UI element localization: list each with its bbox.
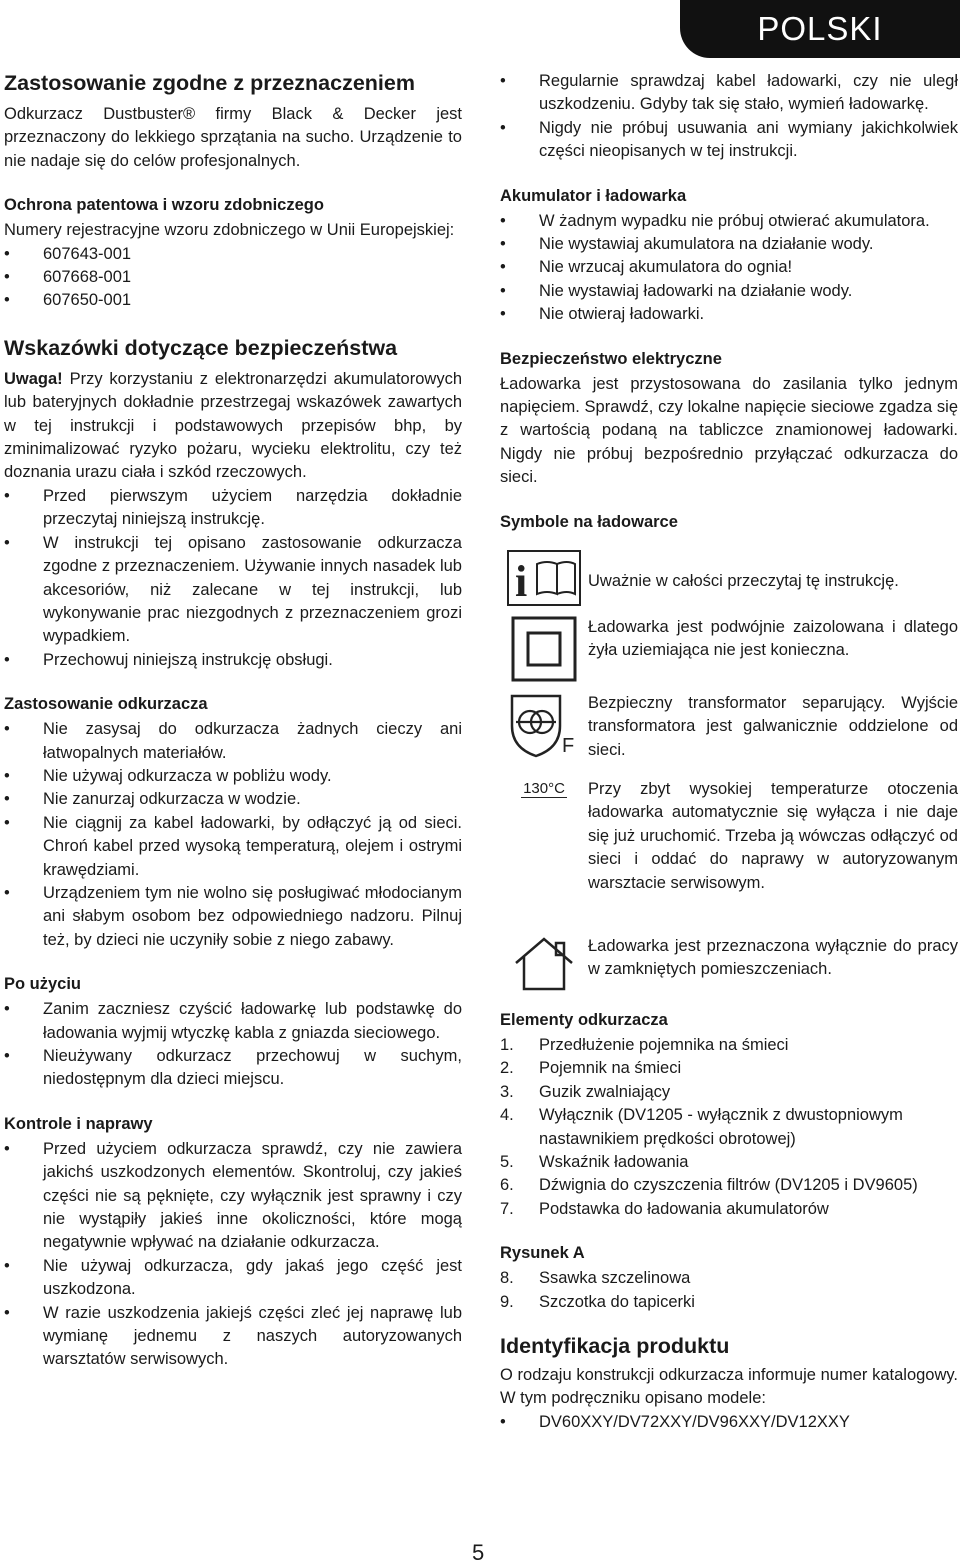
patent-heading: Ochrona patentowa i wzoru zdobniczego bbox=[4, 196, 324, 215]
list-item: • Nie wystawiaj ładowarki na działanie wody. bbox=[500, 280, 958, 303]
warning-text: Przy korzystaniu z elektronarzędzi akumulatorowych lub bateryjnych dokładnie przestrzegaj wskazówek zawartych w tej instrukcji i podstawowych przepisów bhp, by zminimalizować ryzyko pożaru, wycieku elektrolitu, czy też doznania urazu ciała i szkód rzeczowych. bbox=[4, 369, 462, 482]
symbol-transformer-text: Bezpieczny transformator separujący. Wyjście transformatora jest galwanicznie oddzielone od sieci. bbox=[588, 693, 958, 759]
list-item: 2. Pojemnik na śmieci bbox=[500, 1059, 682, 1078]
inspection-list bbox=[4, 1138, 462, 1372]
list-item: • 607668-001 bbox=[4, 266, 462, 289]
list-item: • Nieużywany odkurzacz przechowuj w suchym, niedostępnym dla dzieci miejscu. bbox=[4, 1045, 462, 1092]
double-insulation-icon bbox=[500, 616, 588, 682]
symbols-heading: Symbole na ładowarce bbox=[500, 512, 678, 531]
list-item: • W instrukcji tej opisano zastosowanie odkurzacza zgodne z przeznaczeniem. Używanie innych nasadek lub akcesoriów, niż zalecane w tej instrukcji, lub wykonywanie prac niezgodnych z przeznaczeniem grozi wypadkiem. bbox=[4, 532, 462, 649]
safety-transformer-icon bbox=[500, 692, 588, 760]
temp-label: 130°C bbox=[523, 779, 565, 797]
manual-book-icon bbox=[500, 550, 588, 606]
intended-use-heading: Zastosowanie zgodne z przeznaczeniem bbox=[4, 71, 415, 95]
battery-heading: Akumulator i ładowarka bbox=[500, 186, 687, 205]
warning-label: Uwaga! bbox=[4, 369, 63, 388]
language-tab bbox=[680, 0, 960, 58]
list-item: • W razie uszkodzenia jakiejś części zleć jej naprawę lub wymianę jednemu z naszych autoryzowanych warsztatów serwisowych. bbox=[4, 1302, 462, 1372]
list-item: • Nie używaj odkurzacza w pobliżu wody. bbox=[4, 765, 462, 788]
list-item: • DV60XXY/DV72XXY/DV96XXY/DV12XXY bbox=[500, 1411, 958, 1434]
models-list bbox=[500, 1411, 958, 1434]
svg-text:i: i bbox=[515, 556, 528, 606]
identification-text: O rodzaju konstrukcji odkurzacza informuje numer katalogowy. W tym podręczniku opisano modele: bbox=[500, 1366, 958, 1408]
indoor-house-icon bbox=[500, 935, 588, 993]
electrical-text: Ładowarka jest przystosowana do zasilania tylko jednym napięciem. Sprawdź, czy lokalne napięcie sieciowe zgadza się z wartością podaną na tabliczce znamionowej ładowarki. Nigdy nie próbuj bezpośrednio przyłączać odkurzacza do sieci. bbox=[500, 374, 958, 487]
identification-heading: Identyfikacja produktu bbox=[500, 1334, 730, 1358]
intended-use-text: Odkurzacz Dustbuster® firmy Black & Decker jest przeznaczony do lekkiego sprzątania na sucho. Urządzenie to nie nadaje się do celów profesjonalnych. bbox=[4, 105, 462, 170]
after-use-heading: Po użyciu bbox=[4, 975, 82, 994]
thermal-cutoff-icon bbox=[500, 778, 588, 798]
list-item: • Nie zanurzaj odkurzacza w wodzie. bbox=[4, 788, 462, 811]
right-column bbox=[500, 70, 958, 1434]
patent-text: Numery rejestracyjne wzoru zdobniczego w Unii Europejskiej: bbox=[4, 221, 455, 240]
list-item: 6. Dźwignia do czyszczenia filtrów (DV1205 i DV9605) bbox=[500, 1176, 918, 1195]
usage-heading: Zastosowanie odkurzacza bbox=[4, 695, 208, 714]
list-item: 3. Guzik zwalniający bbox=[500, 1082, 671, 1101]
language-label: POLSKI bbox=[757, 10, 883, 47]
safety-list bbox=[4, 485, 462, 672]
charger-check-list bbox=[500, 70, 958, 164]
list-item: • 607643-001 bbox=[4, 243, 462, 266]
list-item: 7. Podstawka do ładowania akumulatorów bbox=[500, 1199, 829, 1218]
list-item: • Nie używaj odkurzacza, gdy jakaś jego część jest uszkodzona. bbox=[4, 1255, 462, 1302]
list-item: • Nie otwieraj ładowarki. bbox=[500, 303, 958, 326]
inspection-heading: Kontrole i naprawy bbox=[4, 1114, 153, 1133]
left-column bbox=[4, 62, 462, 1372]
list-item: • Nigdy nie próbuj usuwania ani wymiany jakichkolwiek części nieopisanych w tej instrukcji. bbox=[500, 117, 958, 164]
page-number: 5 bbox=[472, 1540, 485, 1565]
usage-list bbox=[4, 718, 462, 952]
symbol-indoor bbox=[500, 935, 958, 993]
list-item: • Przed użyciem odkurzacza sprawdź, czy nie zawiera jakichś uszkodzonych elementów. Skontroluj, czy jakieś części nie są pęknięte, czy wyłącznik jest sprawny i czy nie wystąpiły jakieś inne okoliczności, które mogą negatywnie wpływać na działanie odkurzacza. bbox=[4, 1138, 462, 1255]
patent-list bbox=[4, 243, 462, 313]
symbol-double-insulation bbox=[500, 616, 958, 682]
list-item: 4. Wyłącznik (DV1205 - wyłącznik z dwustopniowym nastawnikiem prędkości obrotowej) bbox=[500, 1106, 903, 1148]
list-item: • Przechowuj niniejszą instrukcję obsługi. bbox=[4, 649, 462, 672]
electrical-heading: Bezpieczeństwo elektryczne bbox=[500, 349, 722, 368]
safety-warning bbox=[4, 368, 462, 485]
elements-list bbox=[500, 1034, 958, 1221]
symbol-transformer bbox=[500, 692, 958, 762]
list-item: • Zanim zaczniesz czyścić ładowarkę lub podstawkę do ładowania wyjmij wtyczkę kabla z gniazda sieciowego. bbox=[4, 998, 462, 1045]
list-item: • Przed pierwszym użyciem narzędzia dokładnie przeczytaj niniejszą instrukcję. bbox=[4, 485, 462, 532]
list-item: 8. Ssawka szczelinowa bbox=[500, 1269, 691, 1288]
battery-list bbox=[500, 210, 958, 327]
symbol-thermal bbox=[500, 778, 958, 895]
symbol-thermal-text: Przy zbyt wysokiej temperaturze otoczenia ładowarka automatycznie się wyłącza i nie daje się już uruchomić. Trzeba ją wówczas odłączyć od sieci i oddać do naprawy w autoryzowanym warsztacie serwisowym. bbox=[588, 779, 958, 892]
safety-heading: Wskazówki dotyczące bezpieczeństwa bbox=[4, 335, 398, 360]
list-item: 5. Wskaźnik ładowania bbox=[500, 1152, 689, 1171]
list-item: • Regularnie sprawdzaj kabel ładowarki, czy nie uległ uszkodzeniu. Gdyby tak się stało, wymień ładowarkę. bbox=[500, 70, 958, 117]
symbol-double-insulation-text: Ładowarka jest podwójnie zaizolowana i dlatego żyła uziemiająca nie jest konieczna. bbox=[588, 617, 958, 660]
symbol-manual-text: Uważnie w całości przeczytaj tę instrukcję. bbox=[588, 571, 899, 590]
list-item: • Urządzeniem tym nie wolno się posługiwać młodocianym ani słabym osobom bez odpowiedniego nadzoru. Pilnuj też, by dzieci nie uczyniły sobie z niego zabawy. bbox=[4, 882, 462, 952]
figure-a-heading: Rysunek A bbox=[500, 1244, 585, 1263]
list-item: • Nie wystawiaj akumulatora na działanie wody. bbox=[500, 233, 958, 256]
list-item: 1. Przedłużenie pojemnika na śmieci bbox=[500, 1035, 789, 1054]
list-item: • Nie ciągnij za kabel ładowarki, by odłączyć ją od sieci. Chroń kabel przed wysoką temperaturą, olejem i ostrymi krawędziami. bbox=[4, 812, 462, 882]
figure-a-list bbox=[500, 1267, 958, 1314]
list-item: • W żadnym wypadku nie próbuj otwierać akumulatora. bbox=[500, 210, 958, 233]
symbol-manual bbox=[500, 550, 958, 606]
list-item: 9. Szczotka do tapicerki bbox=[500, 1292, 695, 1311]
list-item: • Nie zasysaj do odkurzacza żadnych cieczy ani łatwopalnych materiałów. bbox=[4, 718, 462, 765]
symbol-indoor-text: Ładowarka jest przeznaczona wyłącznie do pracy w zamkniętych pomieszczeniach. bbox=[588, 936, 958, 979]
list-item: • Nie wrzucaj akumulatora do ognia! bbox=[500, 256, 958, 279]
after-use-list bbox=[4, 998, 462, 1092]
elements-heading: Elementy odkurzacza bbox=[500, 1010, 668, 1029]
list-item: • 607650-001 bbox=[4, 289, 462, 312]
transformer-letter: F bbox=[562, 734, 575, 757]
